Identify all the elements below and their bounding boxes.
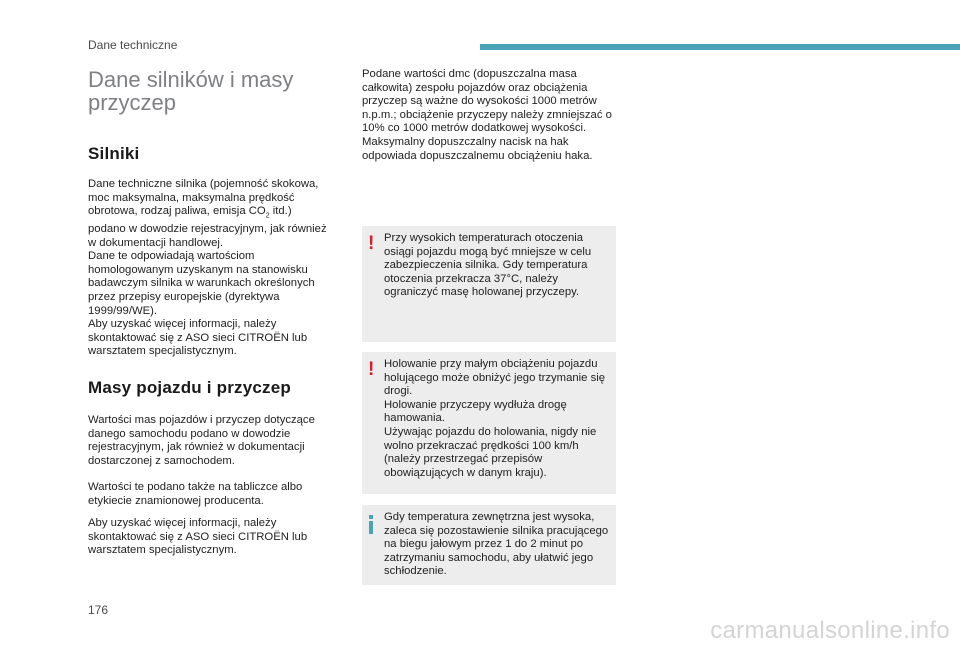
towing-intro-paragraph: Podane wartości dmc (dopuszczalna masa całkowita) zespołu pojazdów oraz obciążenia przyczep są ważne do wysokości 1000 metrów n.p.m.; obciążenie przyczepy należy zmniejszać o 10% co 1000 metrów dodatkowej wysokości. Maksymalny dopuszczalny nacisk na hak odpowiada dopuszczalnemu obciążeniu haka. [362, 68, 612, 162]
running-header: Dane techniczne [88, 38, 178, 52]
warning-note-text: Holowanie przy małym obciążeniu pojazdu holującego może obniżyć jego trzymanie się drogi. Holowanie przyczepy wydłuża drogę hamowania. Używając pojazdu do holowania, nigdy nie wolno przekraczać prędkości 100 km/h (należy przestrzegać przepisów obowiązujących w danym kraju). [384, 358, 606, 479]
page-title: Dane silników i masy przyczep [88, 67, 294, 115]
section-heading-silniki: Silniki [88, 144, 140, 163]
watermark: carmanualsonline.info [710, 617, 950, 644]
masy-paragraph-1: Wartości mas pojazdów i przyczep dotyczące danego samochodu podano w dowodzie rejestracyjnym, jak również w dokumentacji dostarczonej z samochodem. [88, 414, 315, 467]
header-accent-bar [480, 44, 960, 50]
warning-icon: ! [368, 233, 375, 254]
warning-note-text: Przy wysokich temperaturach otoczenia osiągi pojazdu mogą być mniejsze w celu zabezpieczenia silnika. Gdy temperatura otoczenia przekracza 37°C, należy ograniczyć masę holowanej przyczepy. [384, 232, 592, 299]
page-number: 176 [88, 603, 109, 617]
silniki-paragraph [88, 178, 328, 359]
info-icon [368, 515, 374, 533]
warning-note-towing [362, 352, 616, 494]
masy-paragraph-3: Aby uzyskać więcej informacji, należy skontaktować się z ASO sieci CITROËN lub warsztatem specjalistycznym. [88, 517, 308, 557]
info-note-text: Gdy temperatura zewnętrzna jest wysoka, zaleca się pozostawienie silnika pracującego na biegu jałowym przez 1 do 2 minut po zatrzymaniu samochodu, aby ułatwić jego schłodzenie. [384, 511, 609, 578]
masy-paragraph-2: Wartości te podano także na tabliczce albo etykiecie znamionowej producenta. [88, 481, 303, 507]
silniki-text-part1: Dane techniczne silnika (pojemność skokowa, moc maksymalna, maksymalna prędkość obrotowa, rodzaj paliwa, emisja CO [88, 178, 319, 218]
co2-subscript: 2 [265, 212, 270, 220]
silniki-text-part2: itd.) podano w dowodzie rejestracyjnym, jak również w dokumentacji handlowej. Dane te odpowiadają wartościom homologowanym uzyskanym na stanowisku badawczym silnika w warunkach określonych przez przepisy europejskie (dyrektywa 1999/99/WE). Aby uzyskać więcej informacji, należy skontaktować się z ASO sieci CITROËN lub warsztatem specjalistycznym. [88, 205, 327, 358]
section-heading-masy: Masy pojazdu i przyczep [88, 378, 291, 397]
warning-icon: ! [368, 359, 375, 380]
warning-note-temperature [362, 226, 616, 342]
info-note-engine-cooling [362, 505, 616, 585]
